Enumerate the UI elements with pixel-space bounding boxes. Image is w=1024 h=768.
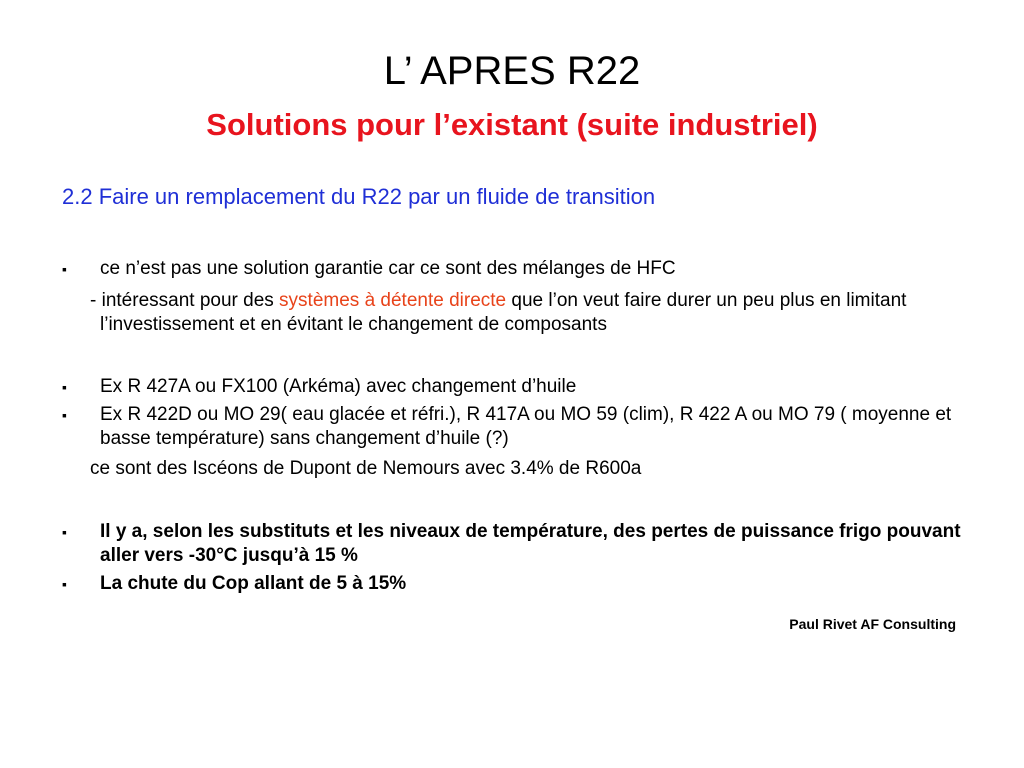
- bullet-item: [62, 257, 962, 281]
- slide-subtitle: Solutions pour l’existant (suite industriel): [206, 107, 818, 142]
- content-block-2: [62, 375, 962, 481]
- dash-text-prefix: - intéressant pour des: [90, 290, 280, 311]
- bullet-text: Ex R 422D ou MO 29( eau glacée et réfri.), R 417A ou MO 59 (clim), R 422 A ou MO 79 ( moyenne et basse température) sans changement d’huile (?): [100, 404, 952, 449]
- bullet-text: La chute du Cop allant de 5 à 15%: [100, 573, 407, 594]
- bullet-item: [62, 375, 962, 399]
- bullet-text: Il y a, selon les substituts et les niveaux de température, des pertes de puissance frigo pouvant aller vers -30°C jusqu’à 15 %: [100, 521, 961, 566]
- bullet-item: [62, 572, 962, 596]
- bullet-text: Ex R 427A ou FX100 (Arkéma) avec changement d’huile: [100, 376, 577, 397]
- content-block-3: [62, 520, 962, 596]
- square-bullet-icon: ▪: [62, 261, 67, 277]
- square-bullet-icon: ▪: [62, 524, 67, 540]
- square-bullet-icon: ▪: [62, 576, 67, 592]
- highlight-text: systèmes à détente directe: [279, 290, 507, 311]
- plain-item: [62, 457, 962, 481]
- bullet-item: [62, 520, 962, 568]
- author-credit: Paul Rivet AF Consulting: [789, 616, 956, 632]
- slide-title: L’ APRES R22: [383, 49, 641, 93]
- bullet-text: ce n’est pas une solution garantie car ce sont des mélanges de HFC: [100, 258, 676, 279]
- plain-text: ce sont des Iscéons de Dupont de Nemours avec 3.4% de R600a: [90, 458, 642, 479]
- section-heading: 2.2 Faire un remplacement du R22 par un fluide de transition: [62, 184, 656, 209]
- content-block-1: [62, 257, 962, 337]
- square-bullet-icon: ▪: [62, 407, 67, 423]
- dash-item: [62, 289, 962, 337]
- square-bullet-icon: ▪: [62, 379, 67, 395]
- bullet-item: [62, 403, 962, 451]
- dash-text-suffix: que l’on veut faire durer un peu plus en limitant l’investissement et en évitant le changement de composants: [100, 290, 907, 335]
